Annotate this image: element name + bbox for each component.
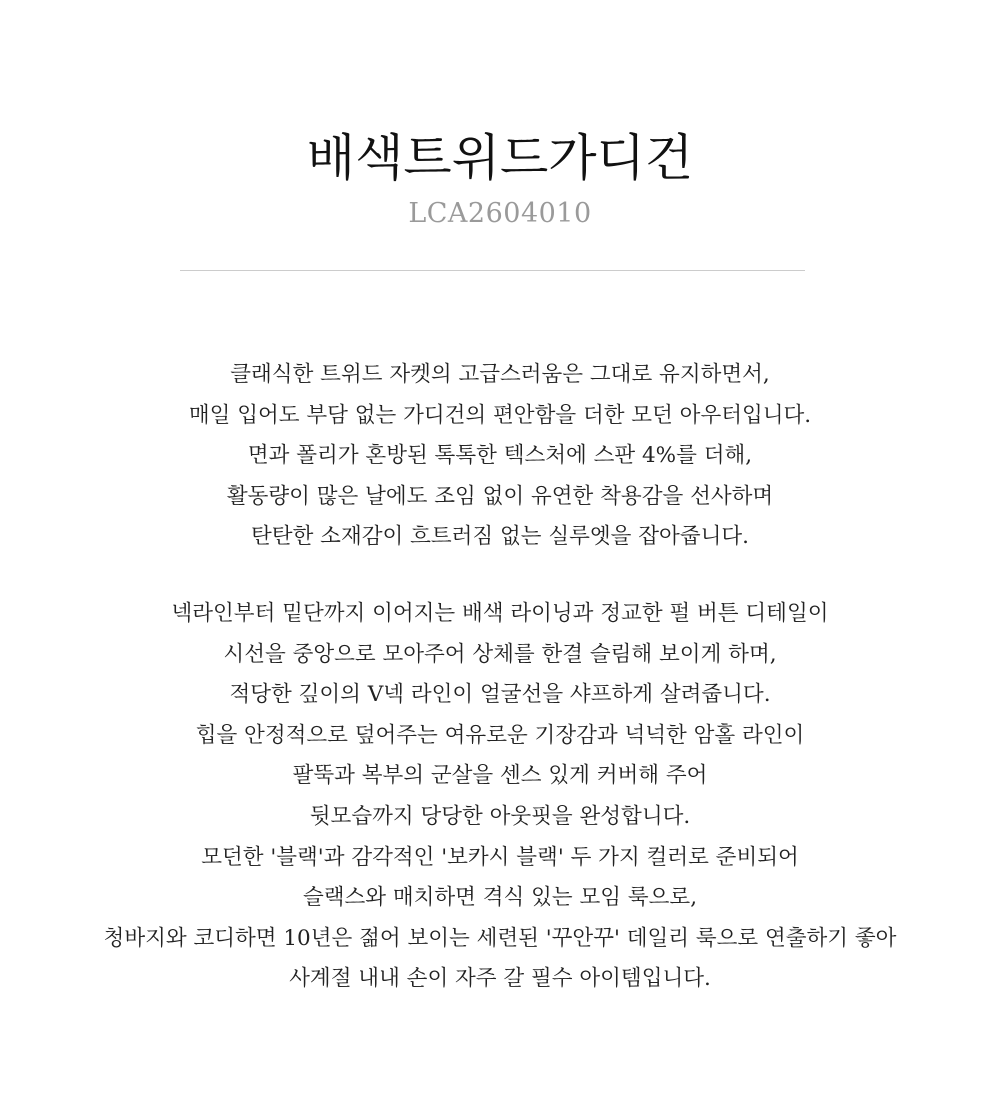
description-line: 탄탄한 소재감이 흐트러짐 없는 실루엣을 잡아줍니다. bbox=[251, 524, 749, 550]
description-line: 클래식한 트위드 자켓의 고급스러움은 그대로 유지하면서, bbox=[230, 362, 770, 387]
product-title: 배색트위드가디건 bbox=[306, 129, 694, 187]
description-line: 활동량이 많은 날에도 조임 없이 유연한 착용감을 선사하며 bbox=[226, 483, 774, 509]
description-line: 뒷모습까지 당당한 아웃핏을 완성합니다. bbox=[309, 803, 691, 829]
title-divider bbox=[180, 270, 805, 271]
description-line: 청바지와 코디하면 10년은 젊어 보이는 세련된 '꾸안꾸' 데일리 룩으로 연출하기 좋아 bbox=[103, 925, 897, 951]
description-line: 매일 입어도 부담 없는 가디건의 편안함을 더한 모던 아우터입니다. bbox=[188, 402, 812, 428]
description-paragraph-1 bbox=[0, 355, 1000, 558]
description-line: 모던한 '블랙'과 감각적인 '보카시 블랙' 두 가지 컬러로 준비되어 bbox=[201, 844, 799, 870]
description-line: 적당한 깊이의 V넥 라인이 얼굴선을 샤프하게 살려줍니다. bbox=[229, 682, 771, 708]
description-line: 면과 폴리가 혼방된 톡톡한 텍스처에 스판 4%를 더해, bbox=[247, 443, 753, 469]
description-line: 사계절 내내 손이 자주 갈 필수 아이템입니다. bbox=[289, 966, 711, 992]
description-paragraph-2 bbox=[0, 594, 1000, 1000]
description-line: 힙을 안정적으로 덮어주는 여유로운 기장감과 넉넉한 암홀 라인이 bbox=[195, 722, 805, 748]
description-line: 넥라인부터 밑단까지 이어지는 배색 라이닝과 정교한 펄 버튼 디테일이 bbox=[171, 601, 829, 626]
description-line: 팔뚝과 복부의 군살을 센스 있게 커버해 주어 bbox=[292, 763, 708, 789]
description-line: 슬랙스와 매치하면 격식 있는 모임 룩으로, bbox=[302, 885, 698, 911]
product-code: LCA2604010 bbox=[408, 198, 592, 229]
description-line: 시선을 중앙으로 모아주어 상체를 한결 슬림해 보이게 하며, bbox=[223, 641, 777, 667]
